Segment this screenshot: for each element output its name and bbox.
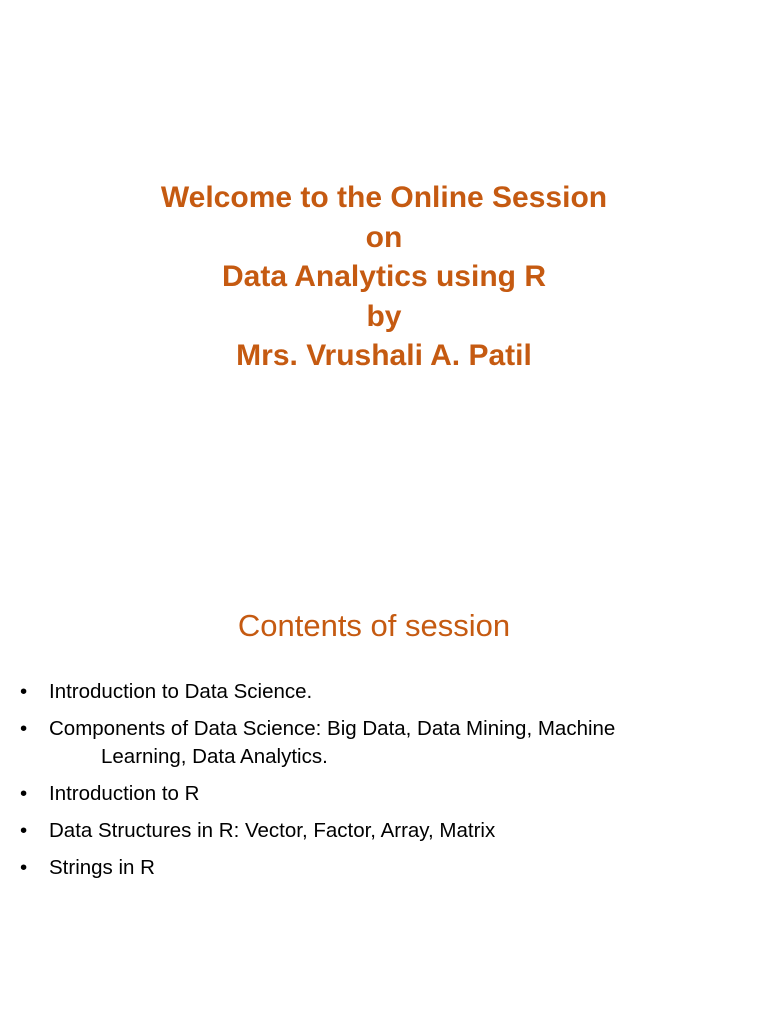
title-line-on: on [365,220,403,254]
bullet-item [20,678,748,706]
contents-bullet-list [20,678,748,891]
bullet-text: Introduction to R [49,782,200,805]
title-line-topic: Data Analytics using R [222,260,546,293]
bullet-text-continuation: Learning, Data Analytics. [101,745,328,768]
bullet-text: Components of Data Science: Big Data, Data Mining, Machine [49,717,616,740]
bullet-text: Introduction to Data Science. [49,680,313,703]
title-line-presenter: Mrs. Vrushali A. Patil [236,339,532,372]
bullet-icon: • [20,680,28,703]
slide-title [0,178,768,376]
contents-slide [0,512,768,1024]
bullet-text: Strings in R [49,856,155,879]
title-line-welcome: Welcome to the Online Session [160,181,608,214]
bullet-item [20,854,748,882]
bullet-item [20,715,748,771]
bullet-text: Data Structures in R: Vector, Factor, Array, Matrix [49,819,496,842]
bullet-icon: • [20,819,28,842]
bullet-icon: • [20,782,28,805]
bullet-icon: • [20,856,28,879]
bullet-item [20,780,748,808]
bullet-icon: • [20,717,28,740]
bullet-item [20,817,748,845]
title-line-by: by [366,299,402,333]
contents-heading: Contents of session [237,608,511,643]
